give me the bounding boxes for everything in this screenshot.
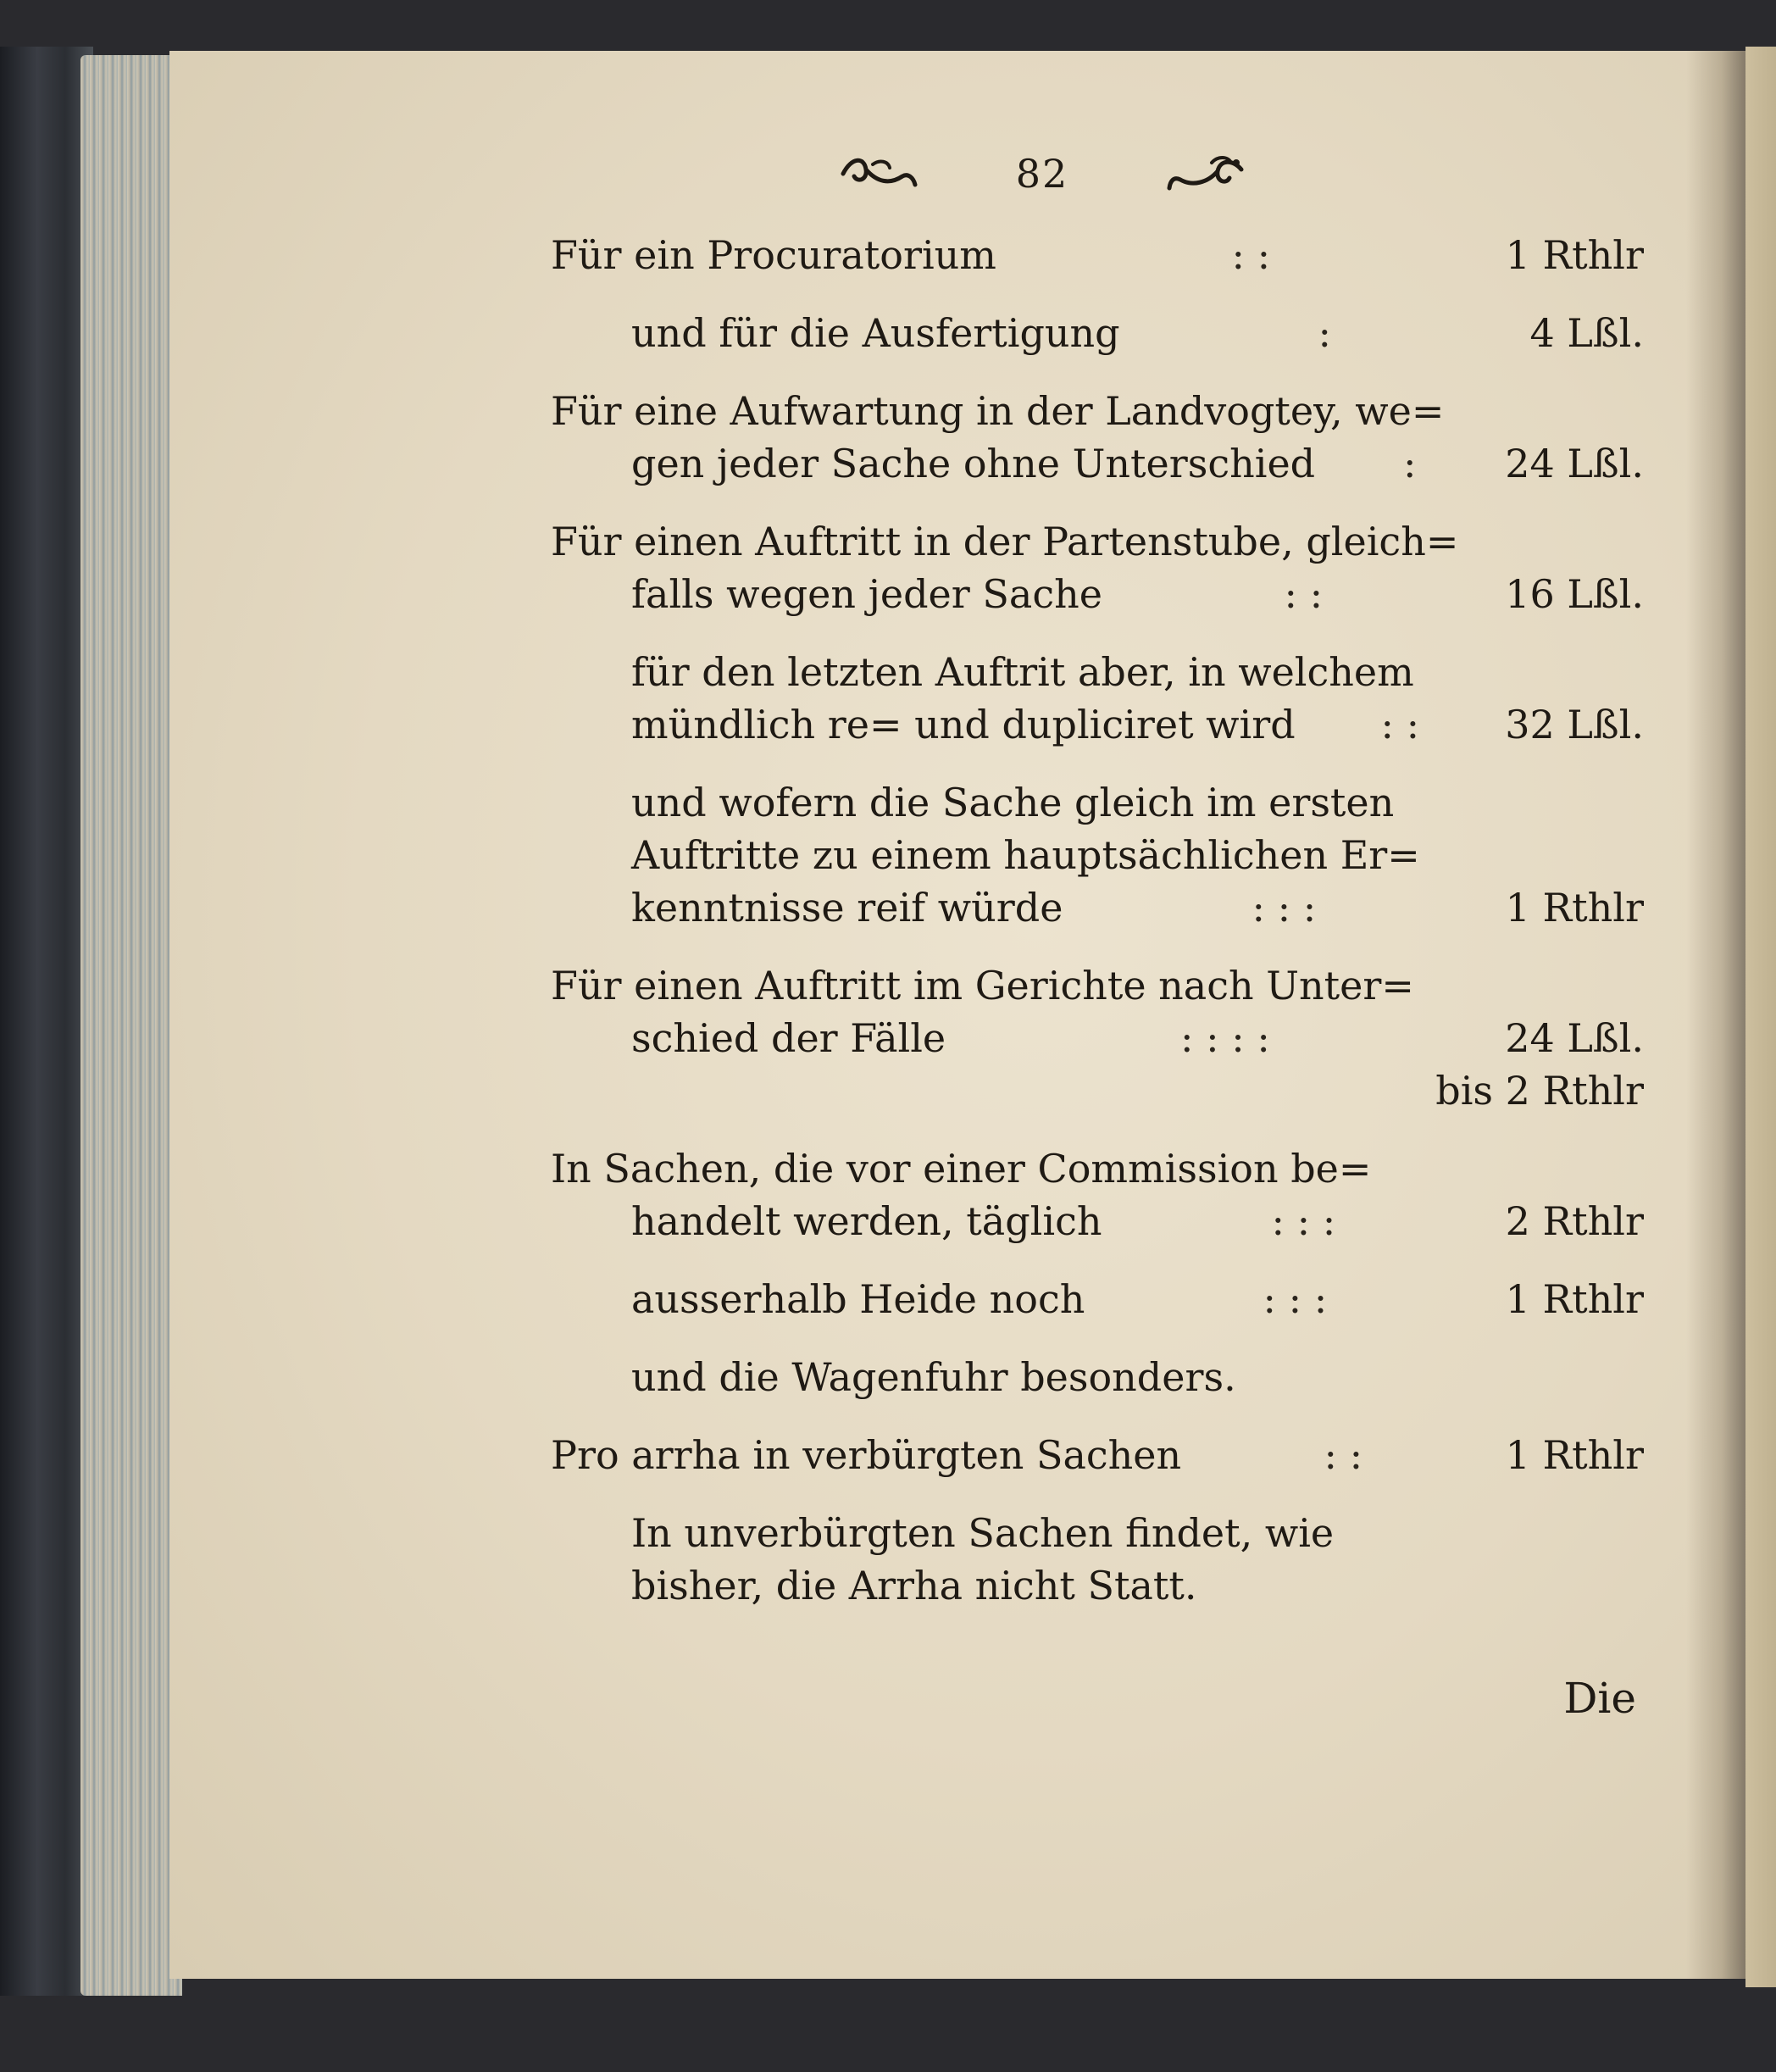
entry-line — [551, 1195, 1644, 1247]
fee-amount: 2 Rthlr — [1505, 1198, 1644, 1244]
fee-entry — [551, 1429, 1644, 1481]
fee-amount: bis 2 Rthlr — [1435, 1068, 1644, 1114]
fee-entry — [551, 1273, 1644, 1325]
entry-line — [551, 881, 1644, 934]
facing-page-edge — [1745, 47, 1776, 1987]
entry-line — [551, 1142, 1644, 1195]
fee-amount: 1 Rthlr — [1505, 1276, 1644, 1322]
page-gutter-shadow — [1686, 51, 1745, 1979]
fee-amount: 32 Lßl. — [1505, 702, 1644, 747]
page-edges — [80, 55, 182, 1996]
fee-entry — [551, 515, 1644, 620]
fee-entry — [551, 1351, 1644, 1403]
leader-marks: : : : — [1252, 885, 1317, 930]
entry-text: Für einen Auftritt in der Partenstube, gleich= — [551, 519, 1459, 564]
entry-line — [551, 1351, 1644, 1403]
entry-line — [551, 698, 1644, 751]
entry-text: falls wegen jeder Sache — [631, 571, 1102, 617]
entry-line — [551, 515, 1644, 568]
leader-marks: : : — [1324, 1432, 1363, 1478]
fee-amount: 24 Lßl. — [1505, 1015, 1644, 1061]
entry-text: und wofern die Sache gleich im ersten — [631, 780, 1395, 825]
entry-line — [551, 776, 1644, 829]
entry-line — [551, 959, 1644, 1012]
entry-line — [551, 568, 1644, 620]
leader-marks: : — [1403, 441, 1417, 486]
entry-line — [551, 1273, 1644, 1325]
entry-text: bisher, die Arrha nicht Statt. — [631, 1563, 1197, 1608]
fee-entry — [551, 959, 1644, 1117]
entry-text: für den letzten Auftrit aber, in welchem — [631, 649, 1414, 695]
fee-entry — [551, 776, 1644, 934]
leader-marks: : : — [1231, 232, 1271, 278]
entry-text: ausserhalb Heide noch — [631, 1276, 1085, 1322]
fee-entry — [551, 229, 1644, 281]
fee-entry — [551, 307, 1644, 359]
entry-text: Auftritte zu einem hauptsächlichen Er= — [631, 832, 1420, 878]
leader-marks: : : — [1380, 702, 1420, 747]
entry-line — [551, 829, 1644, 881]
entry-line — [551, 646, 1644, 698]
fee-entry — [551, 385, 1644, 490]
entry-text: handelt werden, täglich — [631, 1198, 1102, 1244]
fee-amount: 24 Lßl. — [1505, 441, 1644, 486]
entry-text: Pro arrha in verbürgten Sachen — [551, 1432, 1182, 1478]
fee-amount: 1 Rthlr — [1505, 885, 1644, 930]
entry-line — [551, 1559, 1644, 1612]
entry-text: gen jeder Sache ohne Unterschied — [631, 441, 1316, 486]
page-header — [839, 140, 1246, 208]
entry-text: kenntnisse reif würde — [631, 885, 1063, 930]
fleuron-left-icon — [839, 153, 919, 195]
entry-text: Für ein Procuratorium — [551, 232, 996, 278]
entry-line — [551, 385, 1644, 437]
fee-amount: 1 Rthlr — [1505, 232, 1644, 278]
entry-text: und für die Ausfertigung — [631, 310, 1120, 356]
fee-entry — [551, 1142, 1644, 1247]
entry-line — [551, 1064, 1644, 1117]
entry-line — [551, 229, 1644, 281]
entry-text: Für einen Auftritt im Gerichte nach Unter= — [551, 963, 1414, 1008]
entry-text: In Sachen, die vor einer Commission be= — [551, 1146, 1372, 1192]
leader-marks: : : : — [1263, 1276, 1328, 1322]
entry-text: schied der Fälle — [631, 1015, 946, 1061]
fee-entry — [551, 1507, 1644, 1612]
fee-entry — [551, 646, 1644, 751]
entry-line — [551, 307, 1644, 359]
entry-text: Für eine Aufwartung in der Landvogtey, we= — [551, 388, 1445, 434]
fee-amount: 16 Lßl. — [1505, 571, 1644, 617]
leader-marks: : — [1318, 310, 1331, 356]
entry-line — [551, 437, 1644, 490]
entry-line — [551, 1507, 1644, 1559]
fee-schedule — [551, 229, 1644, 1637]
fee-amount: 1 Rthlr — [1505, 1432, 1644, 1478]
entry-text: In unverbürgten Sachen findet, wie — [631, 1510, 1335, 1556]
catchword: Die — [1563, 1674, 1636, 1723]
fleuron-right-icon — [1165, 153, 1246, 195]
entry-line — [551, 1429, 1644, 1481]
leader-marks: : : : — [1271, 1198, 1336, 1244]
fee-amount: 4 Lßl. — [1529, 310, 1644, 356]
book-cover — [0, 47, 93, 1996]
entry-line — [551, 1012, 1644, 1064]
leader-marks: : : : : — [1180, 1015, 1270, 1061]
page-number: 82 — [1015, 151, 1069, 197]
leader-marks: : : — [1284, 571, 1324, 617]
entry-text: und die Wagenfuhr besonders. — [631, 1354, 1236, 1400]
entry-text: mündlich re= und dupliciret wird — [631, 702, 1296, 747]
